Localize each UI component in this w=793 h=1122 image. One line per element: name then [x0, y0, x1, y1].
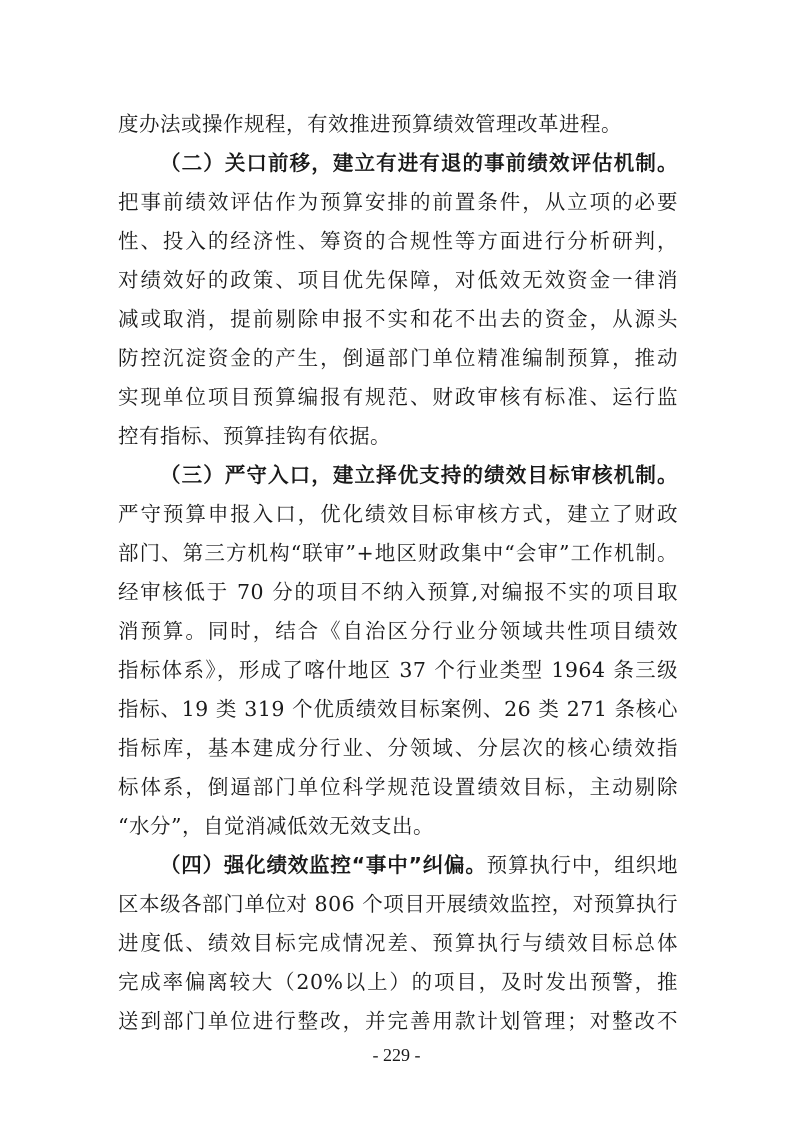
paragraph-line: 严守预算申报入口，优化绩效目标审核方式，建立了财政 — [118, 502, 678, 526]
paragraph-line: 把事前绩效评估作为预算安排的前置条件，从立项的必要 — [118, 190, 678, 214]
paragraph-line: 指标、19 类 319 个优质绩效目标案例、26 类 271 条核心 — [118, 697, 678, 721]
paragraph-line: 部门、第三方机构“联审”+地区财政集中“会审”工作机制。 — [118, 541, 678, 565]
section-heading: （三）严守入口，建立择优支持的绩效目标审核机制。 — [160, 463, 678, 487]
paragraph-line: “水分”，自觉消减低效无效支出。 — [118, 814, 434, 838]
paragraph-line: 经审核低于 70 分的项目不纳入预算,对编报不实的项目取 — [118, 580, 678, 604]
section-heading-line — [160, 143, 678, 183]
paragraph-line: 性、投入的经济性、筹资的合规性等方面进行分析研判， — [118, 229, 678, 253]
paragraph-line: 标体系，倒逼部门单位科学规范设置绩效目标，主动剔除 — [118, 775, 678, 799]
paragraph-line: 指标库，基本建成分行业、分领域、分层次的核心绩效指 — [118, 736, 678, 760]
section-heading: （二）关口前移，建立有进有退的事前绩效评估机制。 — [160, 151, 678, 175]
paragraph-line: 减或取消，提前剔除申报不实和花不出去的资金，从源头 — [118, 307, 678, 331]
paragraph-line: 送到部门单位进行整改，并完善用款计划管理；对整改不 — [118, 1009, 678, 1033]
paragraph-line: 控有指标、预算挂钩有依据。 — [118, 424, 391, 448]
paragraph-line: 防控沉淀资金的产生，倒逼部门单位精准编制预算，推动 — [118, 346, 678, 370]
page-number: - 229 - — [372, 1045, 421, 1065]
paragraph-line: 完成率偏离较大（20%以上）的项目，及时发出预警，推 — [118, 970, 678, 994]
paragraph-line: 对绩效好的政策、项目优先保障，对低效无效资金一律消 — [118, 268, 678, 292]
paragraph-line: 度办法或操作规程，有效推进预算绩效管理改革进程。 — [118, 112, 622, 136]
paragraph-line: 区本级各部门单位对 806 个项目开展绩效监控，对预算执行 — [118, 892, 678, 916]
section-heading: （四）强化绩效监控“事中”纠偏。 — [160, 853, 487, 877]
section-heading-line: （四）强化绩效监控“事中”纠偏。预算执行中，组织地 — [160, 853, 678, 877]
paragraph-line: 消预算。同时，结合《自治区分行业分领域共性项目绩效 — [118, 619, 678, 643]
section-heading-line — [160, 455, 678, 495]
paragraph-line: 指标体系》，形成了喀什地区 37 个行业类型 1964 条三级 — [118, 658, 678, 682]
paragraph-line: 实现单位项目预算编报有规范、财政审核有标准、运行监 — [118, 385, 678, 409]
paragraph-line: 进度低、绩效目标完成情况差、预算执行与绩效目标总体 — [118, 931, 678, 955]
